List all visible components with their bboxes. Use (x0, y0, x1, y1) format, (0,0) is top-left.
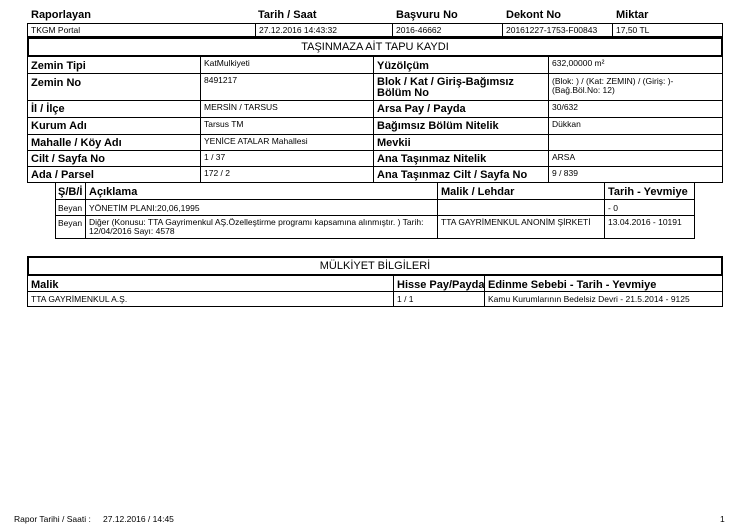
header-value-box-application-no (392, 23, 503, 37)
mulkiyet-section-title: MÜLKİYET BİLGİLERİ (27, 256, 723, 276)
tapu-left-label: Kurum Adı (31, 120, 87, 132)
tapu-left-label: Zemin Tipi (31, 60, 86, 72)
tapu-left-value: 8491217 (204, 75, 238, 85)
sbi-header-type: Ş/B/İ (58, 186, 83, 198)
header-label-receipt-no: Dekont No (506, 9, 561, 21)
tapu-left-value: KatMulkiyeti (204, 58, 250, 68)
tapu-left-label: Mahalle / Köy Adı (31, 137, 122, 149)
header-value-box-receipt-no (502, 23, 613, 37)
tapu-left-label: Ada / Parsel (31, 169, 94, 181)
header-value-receipt-no: 20161227-1753-F00843 (506, 25, 598, 35)
sbi-header-owner: Malik / Lehdar (441, 186, 515, 198)
tapu-right-label: Arsa Pay / Payda (377, 103, 466, 115)
header-value-box-amount (612, 23, 723, 37)
header-label-amount: Miktar (616, 9, 649, 21)
tapu-right-value: (Blok: ) / (Kat: ZEMIN) / (Giriş: )-(Bağ.Böl.No: 12) (552, 76, 674, 95)
header-label-application-no: Başvuru No (396, 9, 458, 21)
tapu-right-label: Yüzölçüm (377, 60, 429, 72)
tapu-left-value: 172 / 2 (204, 168, 230, 178)
tapu-left-label: Zemin No (31, 77, 82, 89)
tapu-right-label: Blok / Kat / Giriş-Bağımsız Bölüm No (377, 76, 514, 99)
tapu-right-label: Ana Taşınmaz Cilt / Sayfa No (377, 169, 528, 181)
tapu-left-value: Tarsus TM (204, 119, 244, 129)
header-value-box-datetime (255, 23, 393, 37)
tapu-right-value: 9 / 839 (552, 168, 578, 178)
footer-report-label: Rapor Tarihi / Saati : (14, 514, 91, 524)
sbi-header-date: Tarih - Yevmiye (608, 186, 688, 198)
sbi-row-owner: TTA GAYRİMENKUL ANONİM ŞİRKETİ (441, 217, 591, 227)
mulkiyet-row-reason: Kamu Kurumlarının Bedelsiz Devri - 21.5.2014 - 9125 (488, 294, 690, 304)
sbi-row-date: - 0 (608, 203, 618, 213)
sbi-row-type: Beyan (58, 203, 83, 213)
tapu-right-value: 30/632 (552, 102, 578, 112)
tapu-right-value: 632,00000 m² (552, 58, 605, 68)
sbi-row-desc: Diğer (Konusu: TTA Gayrimenkul AŞ.Özelleştirme programı kapsamına alınmıştır. ) Tarih: 12/04/2016 Sayı: 4578 (89, 217, 424, 236)
header-label-datetime: Tarih / Saat (258, 9, 317, 21)
header-value-application-no: 2016-46662 (396, 25, 442, 35)
tapu-left-value: MERSİN / TARSUS (204, 102, 278, 112)
tapu-left-label: Cilt / Sayfa No (31, 153, 105, 165)
tapu-right-label: Ana Taşınmaz Nitelik (377, 153, 487, 165)
tapu-left-label: İl / İlçe (31, 103, 65, 115)
sbi-row-type: Beyan (58, 218, 83, 228)
mulkiyet-header-owner: Malik (31, 279, 59, 291)
mulkiyet-row-owner: TTA GAYRİMENKUL A.Ş. (31, 294, 128, 304)
mulkiyet-row-share: 1 / 1 (397, 294, 414, 304)
header-label-reporter: Raporlayan (31, 9, 91, 21)
tapu-section-title: TAŞINMAZA AİT TAPU KAYDI (27, 37, 723, 57)
tapu-left-value: YENİCE ATALAR Mahallesi (204, 136, 308, 146)
sbi-row-desc: YÖNETİM PLANI:20,06,1995 (89, 203, 200, 213)
mulkiyet-header-reason: Edinme Sebebi - Tarih - Yevmiye (488, 279, 657, 291)
sbi-header-desc: Açıklama (89, 186, 138, 198)
footer-report-value: 27.12.2016 / 14:45 (103, 514, 174, 524)
sbi-row-date: 13.04.2016 - 10191 (608, 217, 682, 227)
header-value-reporter: TKGM Portal (31, 25, 81, 35)
tapu-left-value: 1 / 37 (204, 152, 226, 162)
tapu-right-value: Dükkan (552, 119, 581, 129)
tapu-right-label: Bağımsız Bölüm Nitelik (377, 120, 499, 132)
mulkiyet-header-share: Hisse Pay/Payda (397, 279, 485, 291)
tapu-right-label: Mevkii (377, 137, 411, 149)
footer-page-number: 1 (720, 514, 725, 524)
tapu-right-value: ARSA (552, 152, 576, 162)
header-value-box-reporter (27, 23, 256, 37)
header-value-amount: 17,50 TL (616, 25, 650, 35)
header-value-datetime: 27.12.2016 14:43:32 (259, 25, 337, 35)
